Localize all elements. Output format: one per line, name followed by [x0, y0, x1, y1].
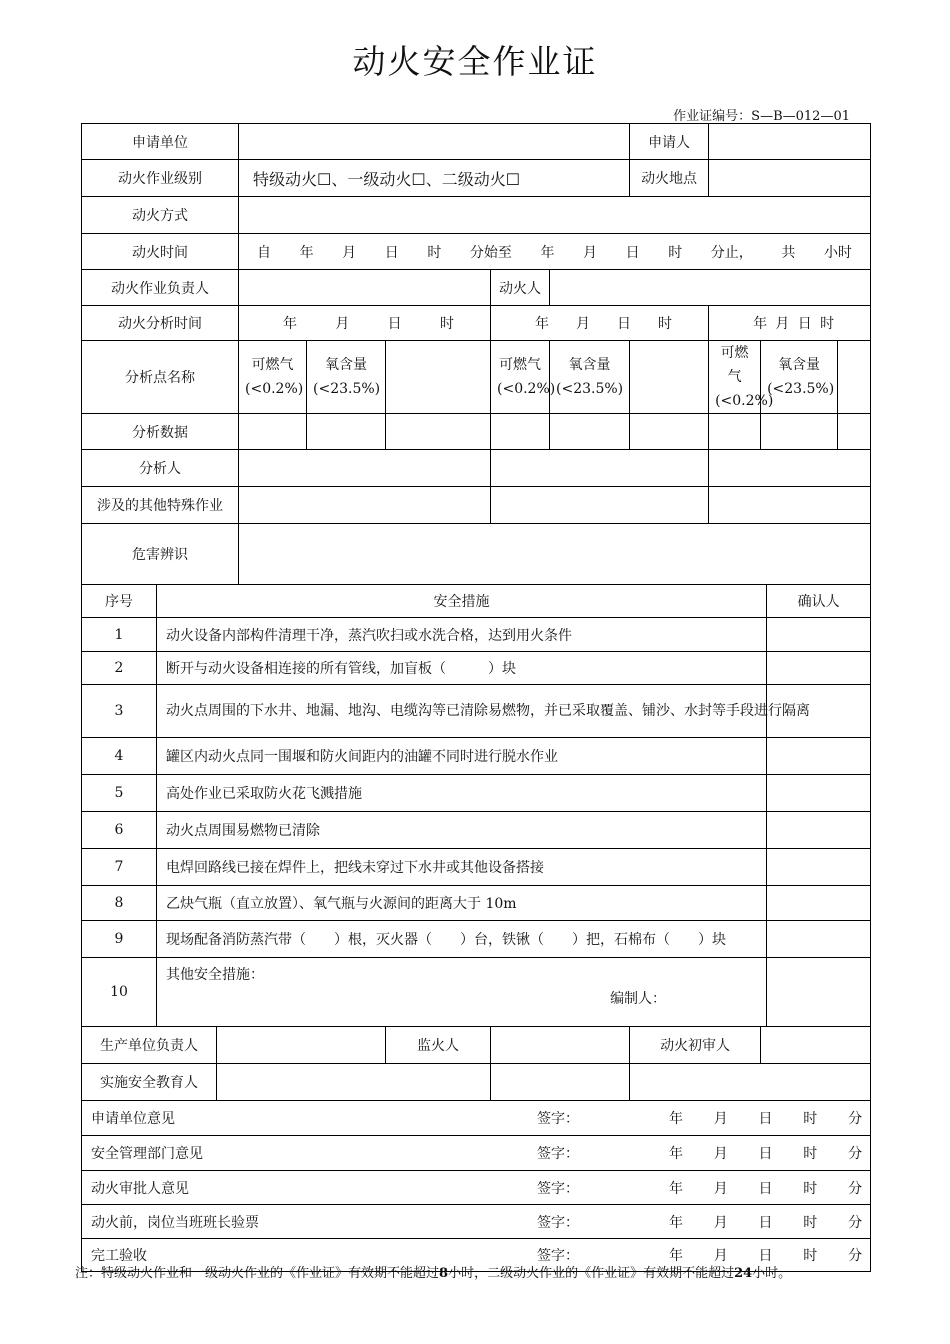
leader-field[interactable] — [239, 270, 491, 306]
location-label: 动火地点 — [630, 160, 709, 197]
oxygen-header-2: 氧含量 (<23.5%) — [550, 341, 630, 414]
measure-no: 8 — [82, 886, 157, 921]
time-month: 月 — [342, 244, 357, 261]
time-year: 年 — [299, 244, 314, 261]
prod-leader-label: 生产单位负责人 — [82, 1027, 217, 1064]
apply-unit-field[interactable] — [239, 124, 630, 160]
confirm-header: 确认人 — [767, 585, 871, 618]
time-hour: 时 — [668, 244, 683, 261]
signoff-label: 动火审批人意见 — [91, 1180, 189, 1197]
confirm-cell[interactable] — [767, 738, 871, 775]
data-cell[interactable] — [550, 414, 630, 450]
measure-text: 乙炔气瓶（直立放置）、氧气瓶与火源间的距离大于 10m — [157, 886, 767, 921]
oxygen-header-1: 氧含量 (<23.5%) — [307, 341, 386, 414]
confirm-cell[interactable] — [767, 618, 871, 652]
leader-label: 动火作业负责人 — [82, 270, 239, 306]
measure-no: 1 — [82, 618, 157, 652]
point-blank-2[interactable] — [630, 341, 709, 414]
measure-text: 高处作业已采取防火花飞溅措施 — [157, 775, 767, 812]
confirm-cell[interactable] — [767, 958, 871, 1027]
worker-label: 动火人 — [491, 270, 550, 306]
analyst-field[interactable] — [239, 450, 491, 487]
point-blank-1[interactable] — [386, 341, 491, 414]
worker-field[interactable] — [550, 270, 871, 306]
analysis-time-2[interactable]: 年 月 日 时 — [491, 306, 709, 341]
measure-text: 电焊回路线已接在焊件上，把线未穿过下水井或其他设备搭接 — [157, 849, 767, 886]
method-field[interactable] — [239, 197, 871, 234]
data-cell[interactable] — [239, 414, 307, 450]
analyst-label: 分析人 — [82, 450, 239, 487]
permit-form — [81, 123, 871, 1272]
confirm-cell[interactable] — [767, 886, 871, 921]
analyst-field[interactable] — [491, 450, 709, 487]
signoff-row[interactable]: 安全管理部门意见 签字： 年 月 日 时 分 — [82, 1136, 871, 1171]
confirm-cell[interactable] — [767, 652, 871, 685]
measure-text: 动火设备内部构件清理干净，蒸汽吹扫或水洗合格，达到用火条件 — [157, 618, 767, 652]
analysis-time-label: 动火分析时间 — [82, 306, 239, 341]
time-minute-to: 分始至 — [469, 244, 512, 261]
signoff-row[interactable]: 完工验收 签字： 年 月 日 时 分 — [82, 1239, 871, 1272]
time-month: 月 — [583, 244, 598, 261]
applicant-label: 申请人 — [630, 124, 709, 160]
measure-no: 5 — [82, 775, 157, 812]
time-year: 年 — [540, 244, 555, 261]
apply-unit-label: 申请单位 — [82, 124, 239, 160]
other-special-field[interactable] — [239, 487, 491, 524]
measure-no: 4 — [82, 738, 157, 775]
measure-no: 9 — [82, 921, 157, 958]
measure-header: 安全措施 — [157, 585, 767, 618]
applicant-field[interactable] — [709, 124, 871, 160]
other-special-field[interactable] — [709, 487, 871, 524]
measure-no: 2 — [82, 652, 157, 685]
signoff-row[interactable]: 申请单位意见 签字： 年 月 日 时 分 — [82, 1101, 871, 1136]
point-blank-3[interactable] — [838, 341, 871, 414]
level-options[interactable]: 特级动火☐、一级动火☐、二级动火☐ — [239, 160, 630, 197]
time-from: 自 — [257, 244, 271, 261]
location-field[interactable] — [709, 160, 871, 197]
time-label: 动火时间 — [82, 234, 239, 270]
document-title: 动火安全作业证 — [352, 42, 598, 81]
measure-text: 动火点周围的下水井、地漏、地沟、电缆沟等已清除易燃物，并已采取覆盖、铺沙、水封等手段进行隔离 — [157, 685, 767, 738]
time-hour: 时 — [427, 244, 442, 261]
time-field[interactable] — [239, 234, 871, 270]
other-measures-label: 其他安全措施： — [166, 967, 264, 983]
data-cell[interactable] — [386, 414, 491, 450]
time-day: 日 — [625, 244, 640, 261]
other-measures[interactable] — [157, 958, 767, 1027]
analysis-data-label: 分析数据 — [82, 414, 239, 450]
confirm-cell[interactable] — [767, 812, 871, 849]
editor-label: 编制人： — [610, 991, 667, 1007]
confirm-cell[interactable] — [767, 921, 871, 958]
analysis-point-label: 分析点名称 — [82, 341, 239, 414]
hazard-field[interactable] — [239, 524, 871, 585]
combustible-header-3: 可燃气 (<0.2%) — [709, 341, 761, 414]
oxygen-header-3: 氧含量 (<23.5%) — [761, 341, 838, 414]
measure-no: 7 — [82, 849, 157, 886]
data-cell[interactable] — [630, 414, 709, 450]
measure-no: 10 — [82, 958, 157, 1027]
first-reviewer-field[interactable] — [761, 1027, 871, 1064]
time-hours: 小时 — [823, 244, 852, 261]
signoff-row[interactable]: 动火前，岗位当班班长验票 签字： 年 月 日 时 分 — [82, 1205, 871, 1239]
educator-field[interactable] — [630, 1064, 871, 1101]
level-label: 动火作业级别 — [82, 160, 239, 197]
other-special-field[interactable] — [491, 487, 709, 524]
measure-no: 6 — [82, 812, 157, 849]
analysis-time-3[interactable]: 年 月 日 时 — [709, 306, 871, 341]
educator-label: 实施安全教育人 — [82, 1064, 217, 1101]
footnote: 注：特级动火作业和一级动火作业的《作业证》有效期不能超过8小时，二级动火作业的《作业证》有效期不能超过24小时。 — [75, 1266, 792, 1281]
method-label: 动火方式 — [82, 197, 239, 234]
analyst-field[interactable] — [709, 450, 871, 487]
fire-watch-label: 监火人 — [386, 1027, 491, 1064]
signoff-label: 安全管理部门意见 — [91, 1146, 203, 1162]
time-minute-end: 分止， — [710, 244, 753, 261]
signoff-label: 完工验收 — [91, 1248, 147, 1264]
combustible-header-1: 可燃气 (<0.2%) — [239, 341, 307, 414]
time-day: 日 — [384, 244, 399, 261]
analysis-time-1[interactable]: 年 月 日 时 — [239, 306, 491, 341]
data-cell[interactable] — [709, 414, 761, 450]
permit-number: 作业证编号：S—B—012—01 — [673, 109, 850, 124]
first-reviewer-label: 动火初审人 — [630, 1027, 761, 1064]
measure-text: 现场配备消防蒸汽带（ ）根，灭火器（ ）台，铁锹（ ）把，石棉布（ ）块 — [157, 921, 767, 958]
seq-header: 序号 — [82, 585, 157, 618]
data-cell[interactable] — [838, 414, 871, 450]
signoff-label: 申请单位意见 — [91, 1111, 175, 1127]
prod-leader-field[interactable] — [217, 1027, 386, 1064]
data-cell[interactable] — [307, 414, 386, 450]
data-cell[interactable] — [491, 414, 550, 450]
combustible-header-2: 可燃气 (<0.2%) — [491, 341, 550, 414]
signoff-row[interactable]: 动火审批人意见 签字： 年 月 日 时 分 — [82, 1171, 871, 1205]
measure-text: 断开与动火设备相连接的所有管线，加盲板（ ）块 — [157, 652, 767, 685]
fire-watch-field[interactable] — [491, 1027, 630, 1064]
measure-text: 动火点周围易燃物已清除 — [157, 812, 767, 849]
measure-no: 3 — [82, 685, 157, 738]
confirm-cell[interactable] — [767, 849, 871, 886]
measure-text: 罐区内动火点同一围堰和防火间距内的油罐不同时进行脱水作业 — [157, 738, 767, 775]
educator-field[interactable] — [491, 1064, 630, 1101]
data-cell[interactable] — [761, 414, 838, 450]
confirm-cell[interactable] — [767, 775, 871, 812]
hazard-label: 危害辨识 — [82, 524, 239, 585]
signoff-label: 动火前，岗位当班班长验票 — [91, 1214, 259, 1231]
time-total: 共 — [781, 244, 796, 261]
other-special-label: 涉及的其他特殊作业 — [82, 487, 239, 524]
educator-field[interactable] — [217, 1064, 491, 1101]
